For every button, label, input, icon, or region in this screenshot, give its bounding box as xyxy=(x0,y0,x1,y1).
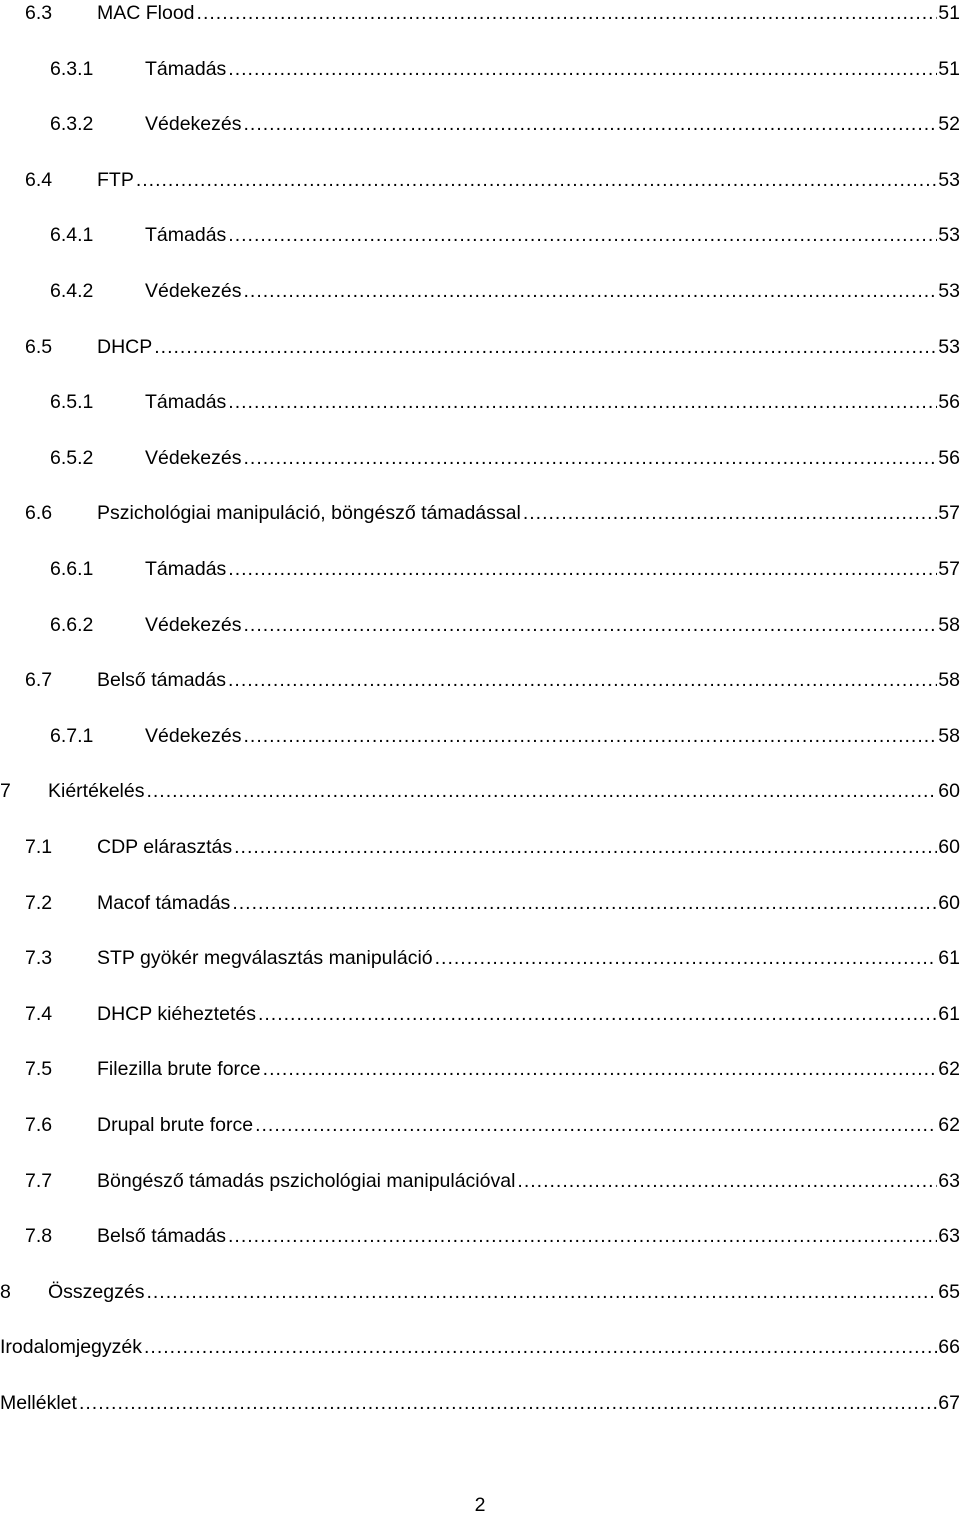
toc-dot-leader xyxy=(234,832,937,862)
toc-dot-leader xyxy=(79,1388,937,1418)
toc-entry-title: DHCP xyxy=(97,335,153,358)
toc-entry-page: 62 xyxy=(938,1058,960,1081)
toc-dot-leader xyxy=(243,443,937,473)
toc-entry-page: 53 xyxy=(938,224,960,247)
toc-dot-leader xyxy=(243,721,937,751)
toc-entry-title: Böngésző támadás pszichológiai manipulációval xyxy=(97,1169,516,1192)
toc-dot-leader xyxy=(243,610,937,640)
toc-entry[interactable] xyxy=(0,498,960,528)
toc-dot-leader xyxy=(228,387,937,417)
toc-entry[interactable] xyxy=(0,1221,960,1251)
toc-entry[interactable] xyxy=(0,332,960,362)
toc-entry-title: Melléklet xyxy=(0,1392,77,1414)
toc-entry-number: 6.4.2 xyxy=(50,280,94,302)
toc-entry-title: Védekezés xyxy=(145,724,242,747)
toc-entry-number: 6.5 xyxy=(25,335,53,358)
toc-entry[interactable] xyxy=(0,721,960,751)
toc-entry-page: 53 xyxy=(938,280,960,302)
toc-entry-title: Védekezés xyxy=(145,613,242,636)
toc-entry-number: 6.4.1 xyxy=(50,224,94,247)
toc-entry-title: CDP elárasztás xyxy=(97,836,233,858)
toc-entry-title: Összegzés xyxy=(48,1280,145,1303)
toc-entry[interactable] xyxy=(0,165,960,195)
toc-entry-number: 6.3 xyxy=(25,2,53,24)
toc-entry-page: 61 xyxy=(938,1002,960,1025)
toc-dot-leader xyxy=(146,776,937,806)
toc-entry-title: DHCP kiéheztetés xyxy=(97,1002,256,1025)
toc-entry[interactable] xyxy=(0,54,960,84)
toc-entry-page: 67 xyxy=(938,1392,960,1414)
toc-entry[interactable] xyxy=(0,554,960,584)
toc-dot-leader xyxy=(228,54,937,84)
toc-entry-title: Belső támadás xyxy=(97,669,226,692)
toc-entry-title: Védekezés xyxy=(145,446,242,469)
page-number: 2 xyxy=(474,1494,486,1516)
toc-entry-title: Irodalomjegyzék xyxy=(0,1336,142,1359)
toc-entry[interactable] xyxy=(0,220,960,250)
toc-dot-leader xyxy=(154,332,937,362)
toc-entry-title: Belső támadás xyxy=(97,1225,226,1248)
toc-dot-leader xyxy=(146,1277,937,1307)
toc-entry-page: 66 xyxy=(938,1336,960,1359)
toc-entry-title: Filezilla brute force xyxy=(97,1058,261,1081)
toc-entry[interactable] xyxy=(0,776,960,806)
toc-entry[interactable] xyxy=(0,443,960,473)
toc-entry-page: 53 xyxy=(938,168,960,191)
toc-entry[interactable] xyxy=(0,0,960,28)
toc-entry-number: 7 xyxy=(0,780,11,803)
toc-entry[interactable] xyxy=(0,888,960,918)
toc-entry-title: Kiértékelés xyxy=(48,780,145,803)
toc-entry-page: 57 xyxy=(938,558,960,580)
toc-entry-number: 7.7 xyxy=(25,1169,53,1192)
toc-dot-leader xyxy=(263,1054,938,1084)
toc-entry-title: Támadás xyxy=(145,391,227,414)
toc-entry[interactable] xyxy=(0,1388,960,1418)
toc-entry-number: 6.6 xyxy=(25,502,53,525)
toc-dot-leader xyxy=(243,109,937,139)
toc-entry-number: 6.7 xyxy=(25,669,53,692)
toc-entry-page: 62 xyxy=(938,1114,960,1136)
toc-entry-title: Védekezés xyxy=(145,280,242,302)
toc-entry-page: 63 xyxy=(938,1169,960,1192)
toc-dot-leader xyxy=(523,498,937,528)
toc-entry-page: 57 xyxy=(938,502,960,525)
toc-entry-page: 58 xyxy=(938,724,960,747)
toc-dot-leader xyxy=(228,554,937,584)
toc-entry[interactable] xyxy=(0,999,960,1029)
toc-entry[interactable] xyxy=(0,276,960,306)
toc-entry[interactable] xyxy=(0,1054,960,1084)
toc-entry[interactable] xyxy=(0,665,960,695)
toc-entry-page: 60 xyxy=(938,836,960,858)
toc-dot-leader xyxy=(255,1110,937,1140)
toc-entry[interactable] xyxy=(0,1332,960,1362)
toc-dot-leader xyxy=(197,0,938,28)
toc-dot-leader xyxy=(258,999,937,1029)
toc-entry-number: 7.8 xyxy=(25,1225,53,1248)
toc-entry-number: 6.3.2 xyxy=(50,113,94,136)
toc-dot-leader xyxy=(144,1332,937,1362)
toc-entry-title: STP gyökér megválasztás manipuláció xyxy=(97,947,433,970)
toc-dot-leader xyxy=(136,165,937,195)
toc-entry-title: FTP xyxy=(97,168,134,191)
toc-entry-number: 6.6.1 xyxy=(50,558,94,580)
toc-entry[interactable] xyxy=(0,943,960,973)
toc-entry-page: 56 xyxy=(938,446,960,469)
toc-entry-number: 6.5.2 xyxy=(50,446,94,469)
toc-entry[interactable] xyxy=(0,832,960,862)
toc-dot-leader xyxy=(517,1166,937,1196)
toc-entry-title: Támadás xyxy=(145,224,227,247)
toc-entry-page: 63 xyxy=(938,1225,960,1248)
toc-entry-page: 52 xyxy=(938,113,960,136)
toc-dot-leader xyxy=(232,888,937,918)
toc-dot-leader xyxy=(228,220,937,250)
toc-entry[interactable] xyxy=(0,387,960,417)
toc-entry-number: 7.4 xyxy=(25,1002,53,1025)
toc-entry-title: Pszichológiai manipuláció, böngésző támadással xyxy=(97,502,521,525)
toc-entry-page: 51 xyxy=(938,2,960,24)
toc-dot-leader xyxy=(243,276,937,306)
toc-entry-page: 61 xyxy=(938,947,960,970)
toc-entry-title: Macof támadás xyxy=(97,891,231,914)
toc-entry-number: 6.7.1 xyxy=(50,724,94,747)
toc-entry-page: 65 xyxy=(938,1280,960,1303)
toc-entry-number: 6.6.2 xyxy=(50,613,94,636)
toc-dot-leader xyxy=(228,1221,937,1251)
toc-entry-title: Védekezés xyxy=(145,113,242,136)
toc-dot-leader xyxy=(435,943,938,973)
toc-entry-page: 58 xyxy=(938,613,960,636)
toc-entry[interactable] xyxy=(0,610,960,640)
toc-entry-number: 7.1 xyxy=(25,836,53,858)
toc-entry-number: 6.4 xyxy=(25,168,53,191)
toc-entry-number: 7.6 xyxy=(25,1114,53,1136)
toc-entry-page: 51 xyxy=(938,57,960,80)
toc-entry-title: Támadás xyxy=(145,558,227,580)
toc-entry-title: MAC Flood xyxy=(97,2,195,24)
toc-entry-number: 8 xyxy=(0,1280,11,1303)
toc-entry[interactable] xyxy=(0,1277,960,1307)
toc-entry-number: 7.5 xyxy=(25,1058,53,1081)
toc-entry-page: 60 xyxy=(938,891,960,914)
toc-entry-page: 58 xyxy=(938,669,960,692)
toc-entry[interactable] xyxy=(0,1110,960,1140)
toc-entry-title: Támadás xyxy=(145,57,227,80)
toc-entry[interactable] xyxy=(0,1166,960,1196)
toc-entry-title: Drupal brute force xyxy=(97,1114,254,1136)
toc-entry-number: 6.3.1 xyxy=(50,57,94,80)
toc-entry-number: 6.5.1 xyxy=(50,391,94,414)
toc-entry-page: 53 xyxy=(938,335,960,358)
toc-entry-page: 56 xyxy=(938,391,960,414)
toc-entry-number: 7.2 xyxy=(25,891,53,914)
toc-entry[interactable] xyxy=(0,109,960,139)
toc-entry-page: 60 xyxy=(938,780,960,803)
toc-dot-leader xyxy=(228,665,937,695)
toc-entry-number: 7.3 xyxy=(25,947,53,970)
